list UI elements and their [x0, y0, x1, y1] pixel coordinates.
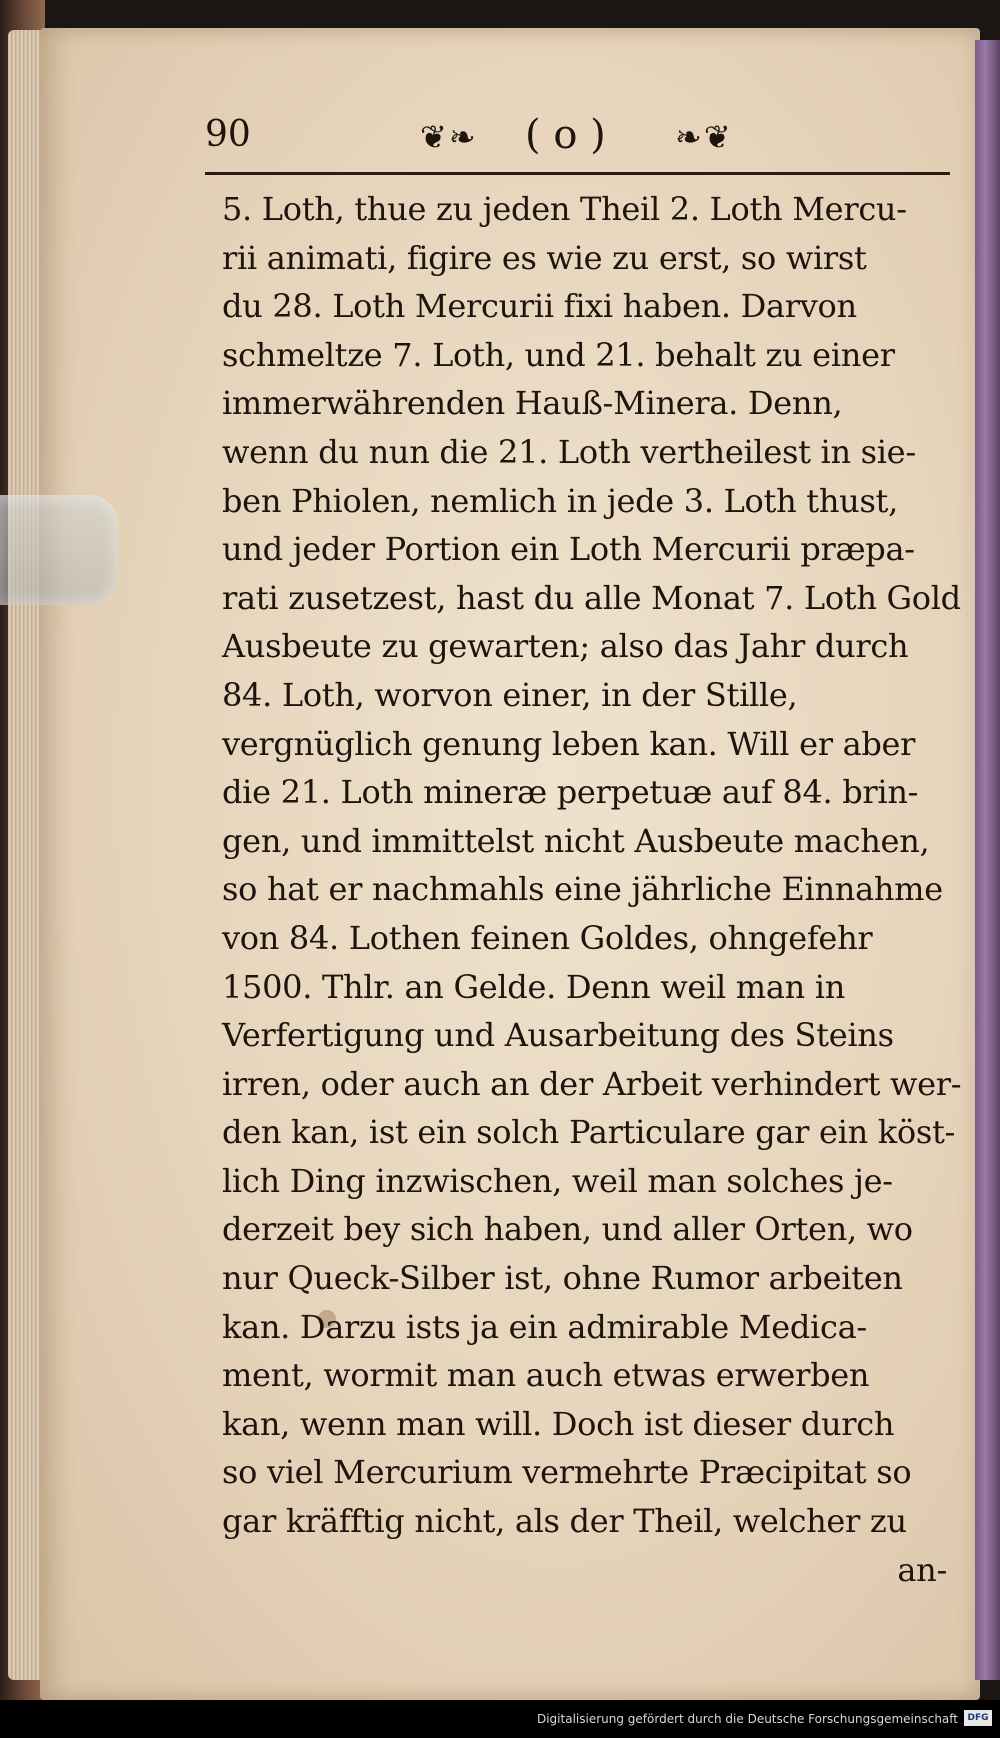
text-line: Verfertigung und Ausarbeitung des Steins	[222, 1016, 894, 1055]
text-line: und jeder Portion ein Loth Mercurii præpa-	[222, 530, 915, 569]
page-number: 90	[205, 114, 251, 155]
page-clip	[0, 495, 118, 605]
header-mark: ( o )	[525, 112, 606, 158]
text-line: den kan, ist ein solch Particulare gar ein köst-	[222, 1113, 956, 1152]
book-right-edge	[975, 40, 1000, 1680]
text-line: so viel Mercurium vermehrte Præcipitat so	[222, 1453, 912, 1492]
text-line: ben Phiolen, nemlich in jede 3. Loth thust,	[222, 481, 898, 520]
text-line: irren, oder auch an der Arbeit verhindert wer-	[222, 1064, 962, 1103]
dfg-logo-icon: DFG	[964, 1710, 992, 1726]
text-line: die 21. Loth mineræ perpetuæ auf 84. brin-	[222, 773, 919, 812]
text-line: 1500. Thlr. an Gelde. Denn weil man in	[222, 967, 846, 1006]
text-line: rii animati, figire es wie zu erst, so wirst	[222, 238, 867, 277]
catchword: an-	[897, 1550, 947, 1589]
text-line: rati zusetzest, hast du alle Monat 7. Loth Gold	[222, 578, 961, 617]
text-line: von 84. Lothen feinen Goldes, ohngefehr	[222, 918, 873, 957]
text-line: gen, und immittelst nicht Ausbeute machen,	[222, 821, 930, 860]
text-line: nur Queck-Silber ist, ohne Rumor arbeiten	[222, 1259, 903, 1298]
text-line: derzeit bey sich haben, und aller Orten, wo	[222, 1210, 913, 1249]
text-line: 5. Loth, thue zu jeden Theil 2. Loth Mercu-	[222, 190, 907, 228]
fleuron-right-icon: ❧❦	[675, 118, 733, 156]
digitization-footer	[0, 1700, 1000, 1738]
text-line: kan. Darzu ists ja ein admirable Medica-	[222, 1307, 867, 1346]
text-line: schmeltze 7. Loth, und 21. behalt zu einer	[222, 335, 895, 374]
text-line: du 28. Loth Mercurii fixi haben. Darvon	[222, 287, 857, 326]
text-line: kan, wenn man will. Doch ist dieser durch	[222, 1404, 895, 1443]
page-header	[205, 110, 950, 170]
header-rule	[205, 172, 950, 175]
footer-credit: Digitalisierung gefördert durch die Deutsche Forschungsgemeinschaft	[536, 1712, 958, 1726]
text-line: wenn du nun die 21. Loth vertheilest in sie-	[222, 432, 916, 471]
text-line: 84. Loth, worvon einer, in der Stille,	[222, 675, 798, 714]
text-line: lich Ding inzwischen, weil man solches je-	[222, 1161, 893, 1200]
fleuron-left-icon: ❦❧	[420, 118, 478, 156]
body-text	[222, 185, 962, 1594]
text-line: ment, wormit man auch etwas erwerben	[222, 1356, 870, 1395]
text-line: Ausbeute zu gewarten; also das Jahr durch	[222, 627, 909, 666]
text-line: immerwährenden Hauß-Minera. Denn,	[222, 384, 843, 423]
text-line: so hat er nachmahls eine jährliche Einnahme	[222, 870, 943, 909]
text-line: vergnüglich genung leben kan. Will er aber	[222, 724, 916, 763]
text-line: gar kräfftig nicht, als der Theil, welcher zu	[222, 1502, 907, 1541]
